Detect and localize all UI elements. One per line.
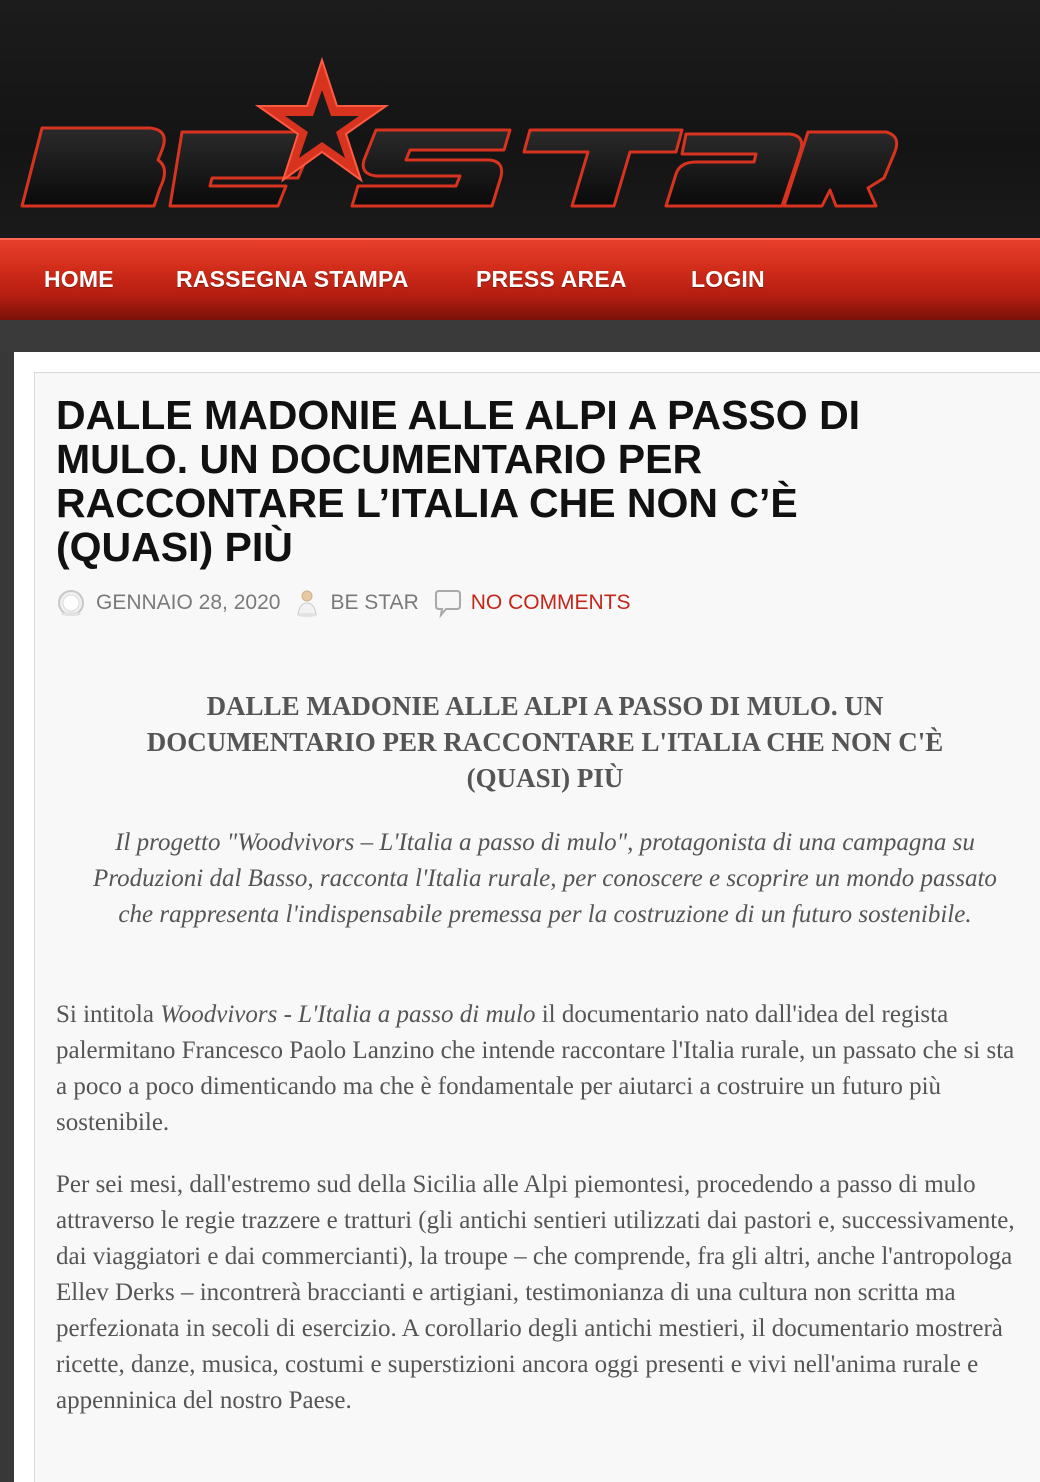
clock-icon <box>56 588 86 618</box>
nav-rassegna-stampa[interactable]: RASSEGNA STAMPA <box>176 266 409 292</box>
user-icon <box>294 588 320 618</box>
article-paragraph-2: Per sei mesi, dall'estremo sud della Sicilia alle Alpi piemontesi, procedendo a passo di mulo attraverso le regie trazzere e tratturi (gli antichi sentieri utilizzati dai pastori e, successivamente, dai viaggiatori e dai commercianti), la troupe – che comprende, fra gli altri, anche l'antropologa Ellev Derks – incontrerà braccianti e artigiani, testimonianza di una cultura non scritta ma perfezionata in secoli di esercizio. A corollario degli antichi mestieri, il documentario mostrerà ricette, danze, musica, costumi e superstizioni ancora oggi presenti e vivi nell'anima rurale e appenninica del nostro Paese. <box>56 1171 1015 1414</box>
p1-title-italic: Woodvivors - L'Italia a passo di mulo <box>160 1001 536 1028</box>
nav-home[interactable]: HOME <box>44 266 114 292</box>
article-lead: Il progetto "Woodvivors – L'Italia a passo di mulo", protagonista di una campagna su Produzioni dal Basso, racconta l'Italia rurale, per conoscere e scoprire un mondo passato che rappresenta l'indispensabile premessa per la costruzione di un futuro sostenibile. <box>93 829 997 928</box>
article-heading: DALLE MADONIE ALLE ALPI A PASSO DI MULO. UN DOCUMENTARIO PER RACCONTARE L'ITALIA CHE NON C'È (QUASI) PIÙ <box>146 691 944 793</box>
nav-press-area[interactable]: PRESS AREA <box>476 266 627 292</box>
main-nav <box>0 238 1040 320</box>
article-paragraph-1 <box>56 997 1016 1141</box>
post-meta <box>56 587 631 619</box>
comment-bubble-icon <box>433 588 463 618</box>
post-article <box>34 372 1040 1482</box>
p1-before: Si intitola <box>56 1001 161 1028</box>
comments-link[interactable]: NO COMMENTS <box>470 591 631 614</box>
post-date: GENNAIO 28, 2020 <box>96 591 281 614</box>
post-author[interactable]: BE STAR <box>330 591 419 614</box>
page-spacer <box>0 320 1040 352</box>
nav-login[interactable]: LOGIN <box>691 266 765 292</box>
p1-after: il documentario nato dall'idea del regista palermitano Francesco Paolo Lanzino che intende raccontare l'Italia rurale, un passato che si sta a poco a poco dimenticando ma che è fondamentale per aiutarci a costruire un futuro più sostenibile. <box>56 1001 1015 1136</box>
content-area <box>14 352 1040 1482</box>
site-logo[interactable] <box>0 0 1040 240</box>
logo-graphic <box>0 0 1040 240</box>
site-header <box>0 0 1040 240</box>
post-title[interactable]: DALLE MADONIE ALLE ALPI A PASSO DI MULO. UN DOCUMENTARIO PER RACCONTARE L’ITALIA CHE NON C’È (QUASI) PIÙ <box>56 392 861 570</box>
